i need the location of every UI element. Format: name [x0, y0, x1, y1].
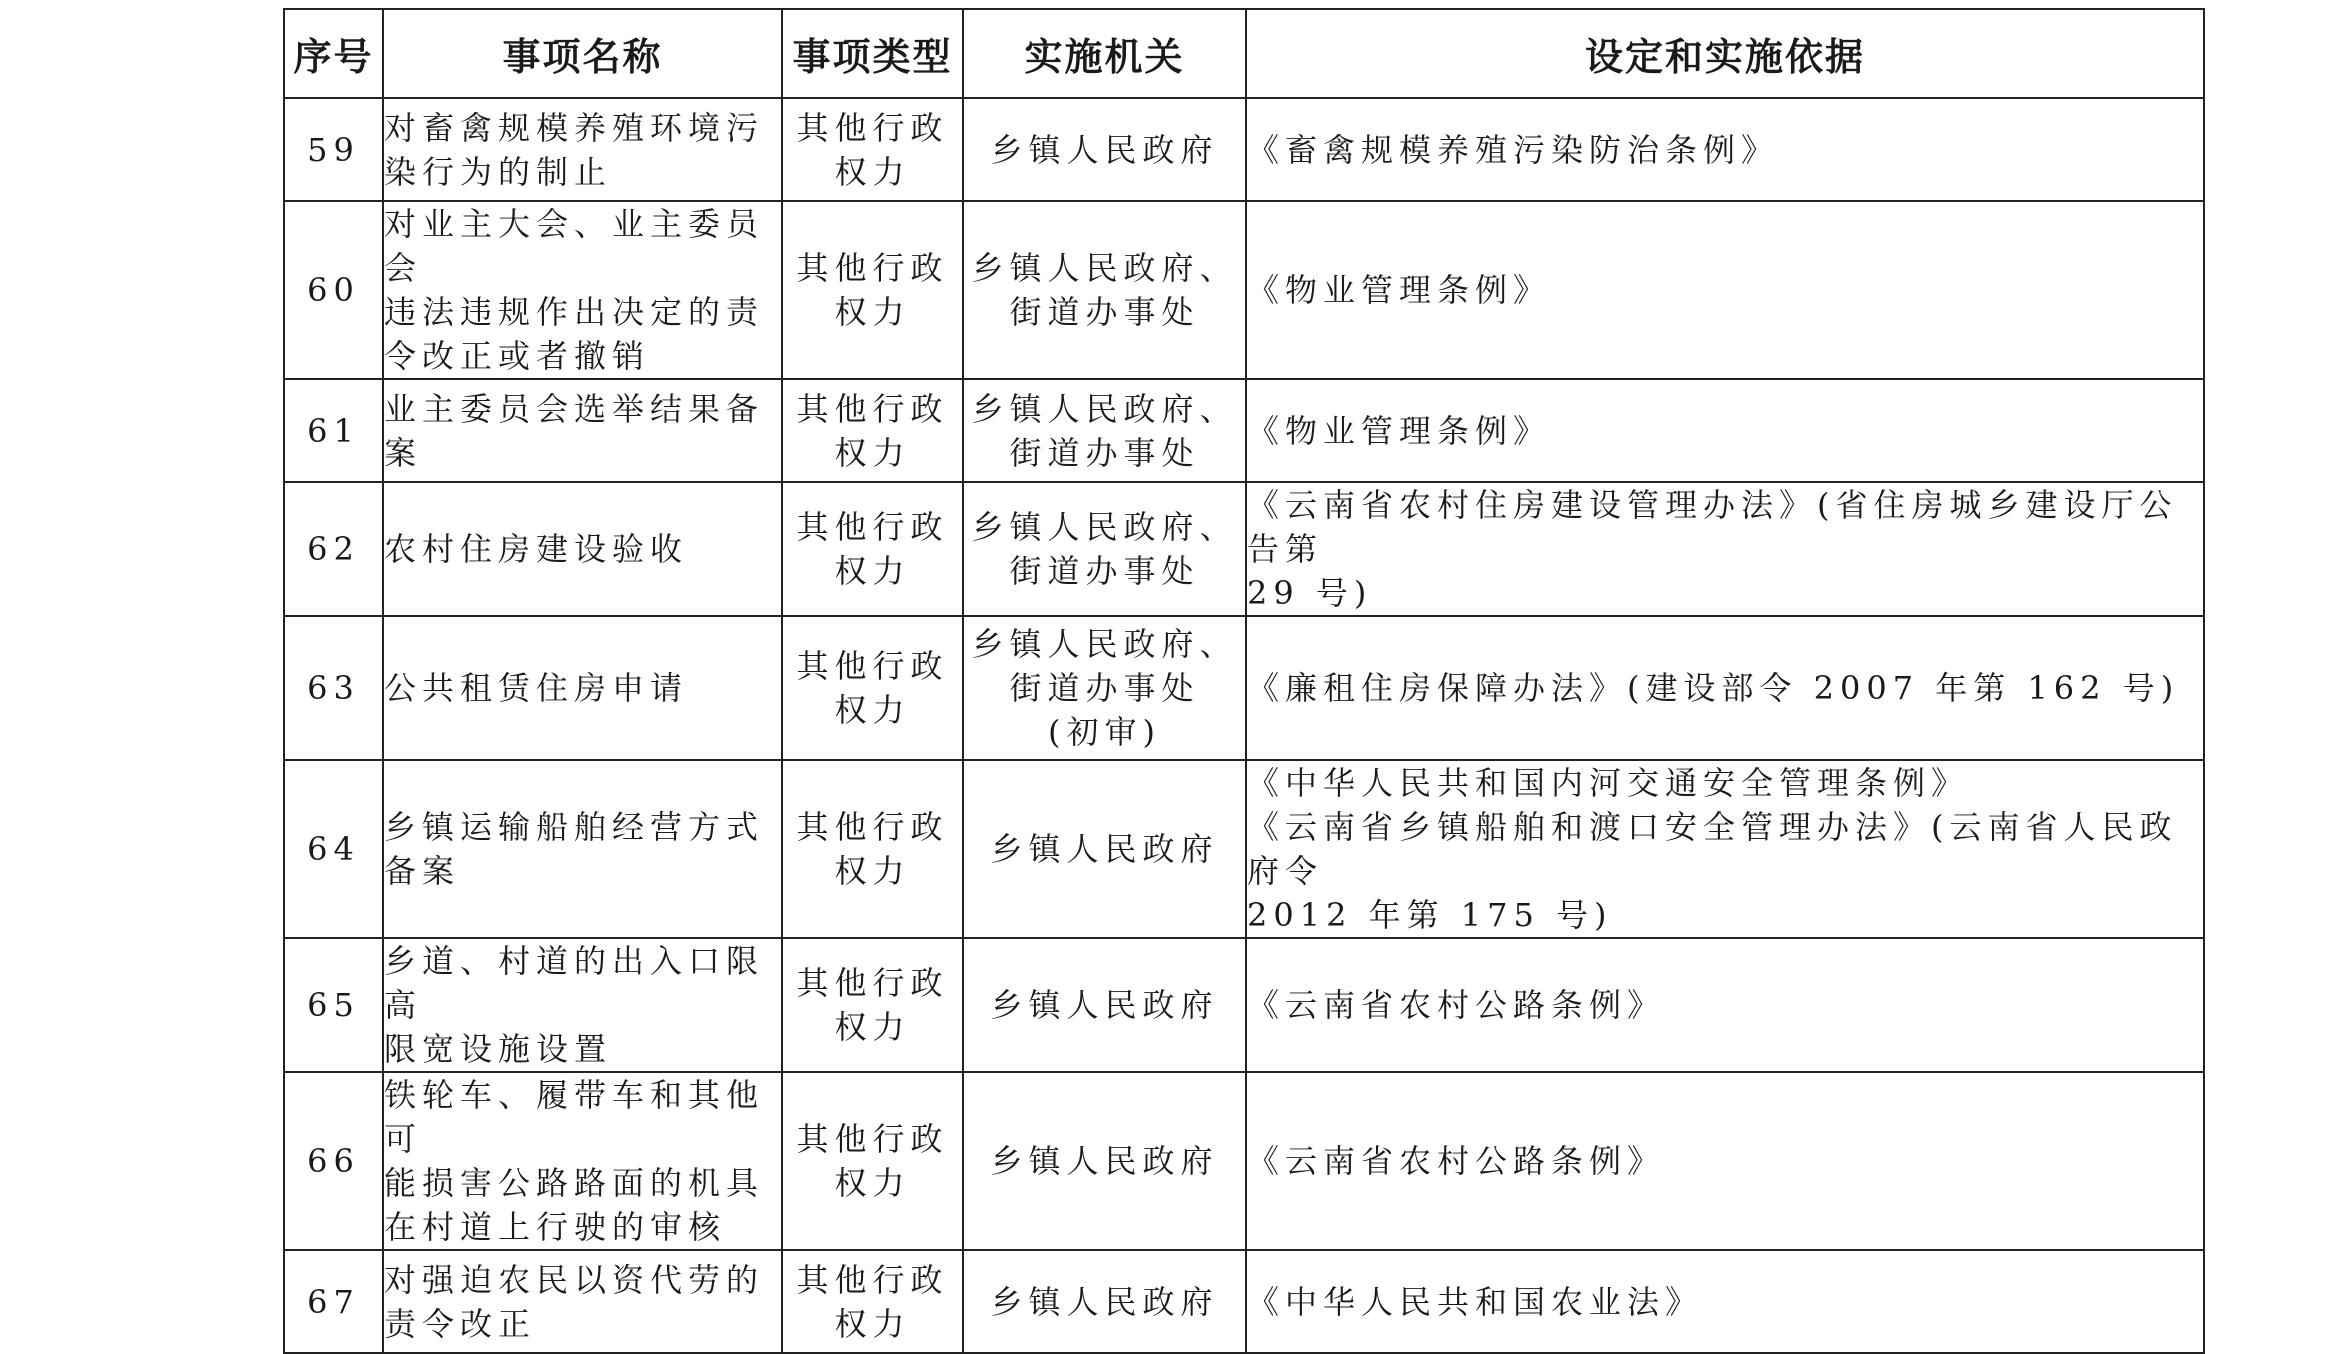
table-row: [284, 938, 2204, 1072]
row-number: 60: [284, 201, 383, 379]
table-row: [284, 482, 2204, 616]
item-name: 对畜禽规模养殖环境污 染行为的制止: [383, 98, 782, 201]
row-number: 59: [284, 98, 383, 201]
row-number: 61: [284, 379, 383, 482]
item-name: 公共租赁住房申请: [383, 616, 782, 760]
item-name: 乡镇运输船舶经营方式 备案: [383, 760, 782, 938]
item-name: 铁轮车、履带车和其他可 能损害公路路面的机具 在村道上行驶的审核: [383, 1072, 782, 1250]
item-type: 其他行政 权力: [782, 98, 963, 201]
legal-basis: 《云南省农村公路条例》: [1246, 938, 2204, 1072]
legal-basis: 《中华人民共和国内河交通安全管理条例》 《云南省乡镇船舶和渡口安全管理办法》(云南省人民政府令 2012 年第 175 号): [1246, 760, 2204, 938]
legal-basis: 《畜禽规模养殖污染防治条例》: [1246, 98, 2204, 201]
item-type: 其他行政 权力: [782, 1250, 963, 1353]
item-type: 其他行政 权力: [782, 1072, 963, 1250]
items-table: [283, 8, 2205, 1354]
implementing-authority: 乡镇人民政府: [963, 1250, 1246, 1353]
item-type: 其他行政 权力: [782, 482, 963, 616]
row-number: 66: [284, 1072, 383, 1250]
implementing-authority: 乡镇人民政府: [963, 938, 1246, 1072]
legal-basis: 《廉租住房保障办法》(建设部令 2007 年第 162 号): [1246, 616, 2204, 760]
table-row: [284, 616, 2204, 760]
implementing-authority: 乡镇人民政府: [963, 98, 1246, 201]
table-row: [284, 1250, 2204, 1353]
table-row: [284, 760, 2204, 938]
item-type: 其他行政 权力: [782, 379, 963, 482]
row-number: 62: [284, 482, 383, 616]
implementing-authority: 乡镇人民政府、 街道办事处: [963, 482, 1246, 616]
implementing-authority: 乡镇人民政府: [963, 760, 1246, 938]
legal-basis: 《物业管理条例》: [1246, 379, 2204, 482]
item-name: 乡道、村道的出入口限高 限宽设施设置: [383, 938, 782, 1072]
row-number: 64: [284, 760, 383, 938]
implementing-authority: 乡镇人民政府: [963, 1072, 1246, 1250]
item-type: 其他行政 权力: [782, 616, 963, 760]
item-name: 农村住房建设验收: [383, 482, 782, 616]
header-org: 实施机关: [963, 9, 1246, 98]
header-no: 序号: [284, 9, 383, 98]
legal-basis: 《物业管理条例》: [1246, 201, 2204, 379]
table-header-row: [284, 9, 2204, 98]
table-row: [284, 379, 2204, 482]
item-type: 其他行政 权力: [782, 760, 963, 938]
item-name: 业主委员会选举结果备案: [383, 379, 782, 482]
implementing-authority: 乡镇人民政府、 街道办事处: [963, 379, 1246, 482]
implementing-authority: 乡镇人民政府、 街道办事处 (初审): [963, 616, 1246, 760]
legal-basis: 《中华人民共和国农业法》: [1246, 1250, 2204, 1353]
table-row: [284, 98, 2204, 201]
item-name: 对强迫农民以资代劳的 责令改正: [383, 1250, 782, 1353]
table-row: [284, 201, 2204, 379]
legal-basis: 《云南省农村公路条例》: [1246, 1072, 2204, 1250]
implementing-authority: 乡镇人民政府、 街道办事处: [963, 201, 1246, 379]
row-number: 65: [284, 938, 383, 1072]
header-name: 事项名称: [383, 9, 782, 98]
legal-basis: 《云南省农村住房建设管理办法》(省住房城乡建设厅公告第 29 号): [1246, 482, 2204, 616]
item-type: 其他行政 权力: [782, 938, 963, 1072]
header-type: 事项类型: [782, 9, 963, 98]
row-number: 67: [284, 1250, 383, 1353]
header-basis: 设定和实施依据: [1246, 9, 2204, 98]
item-name: 对业主大会、业主委员会 违法违规作出决定的责 令改正或者撤销: [383, 201, 782, 379]
table-row: [284, 1072, 2204, 1250]
row-number: 63: [284, 616, 383, 760]
item-type: 其他行政 权力: [782, 201, 963, 379]
